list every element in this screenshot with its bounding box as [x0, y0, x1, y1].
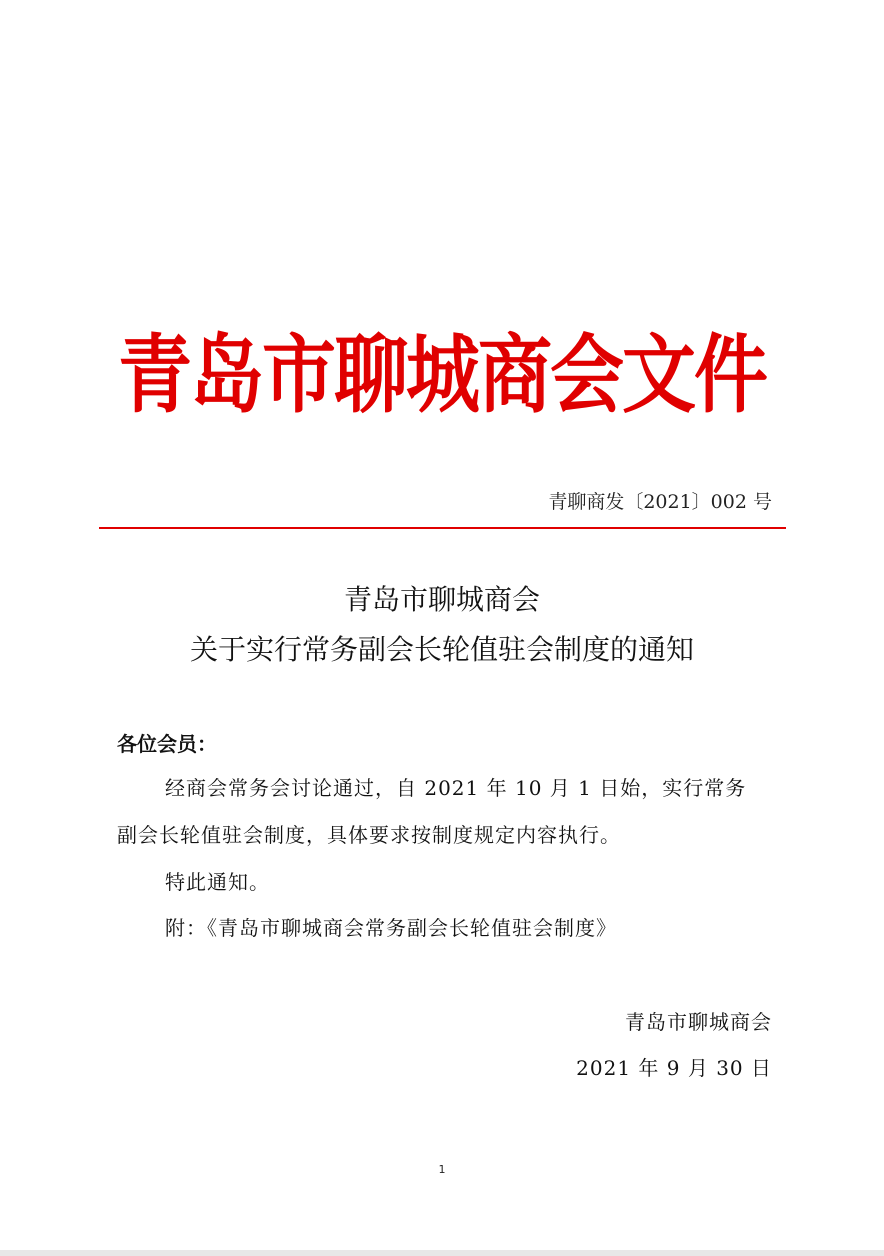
- notice-title-line-1: 青岛市聊城商会: [343, 583, 540, 616]
- body-paragraph-1-line-1: 经商会常务会讨论通过，自 2021 年 10 月 1 日始，实行常务: [165, 776, 747, 800]
- body-paragraph-1-line-2: 副会长轮值驻会制度，具体要求按制度规定内容执行。: [117, 823, 621, 847]
- document-number: 青聊商发〔2021〕002 号: [548, 491, 772, 513]
- notice-title-line-2: 关于实行常务副会长轮值驻会制度的通知: [189, 633, 694, 666]
- document-header-title: 青岛市聊城商会文件: [118, 326, 766, 425]
- salutation: 各位会员：: [117, 732, 217, 756]
- page-bottom-edge: [0, 1250, 884, 1256]
- red-divider-line: [99, 527, 786, 529]
- page-number: 1: [438, 1163, 446, 1176]
- body-paragraph-2: 特此通知。: [165, 870, 270, 894]
- signature-date: 2021 年 9 月 30 日: [576, 1056, 772, 1080]
- body-attachment-line: 附：《青岛市聊城商会常务副会长轮值驻会制度》: [165, 916, 617, 940]
- signature-organization: 青岛市聊城商会: [625, 1010, 772, 1034]
